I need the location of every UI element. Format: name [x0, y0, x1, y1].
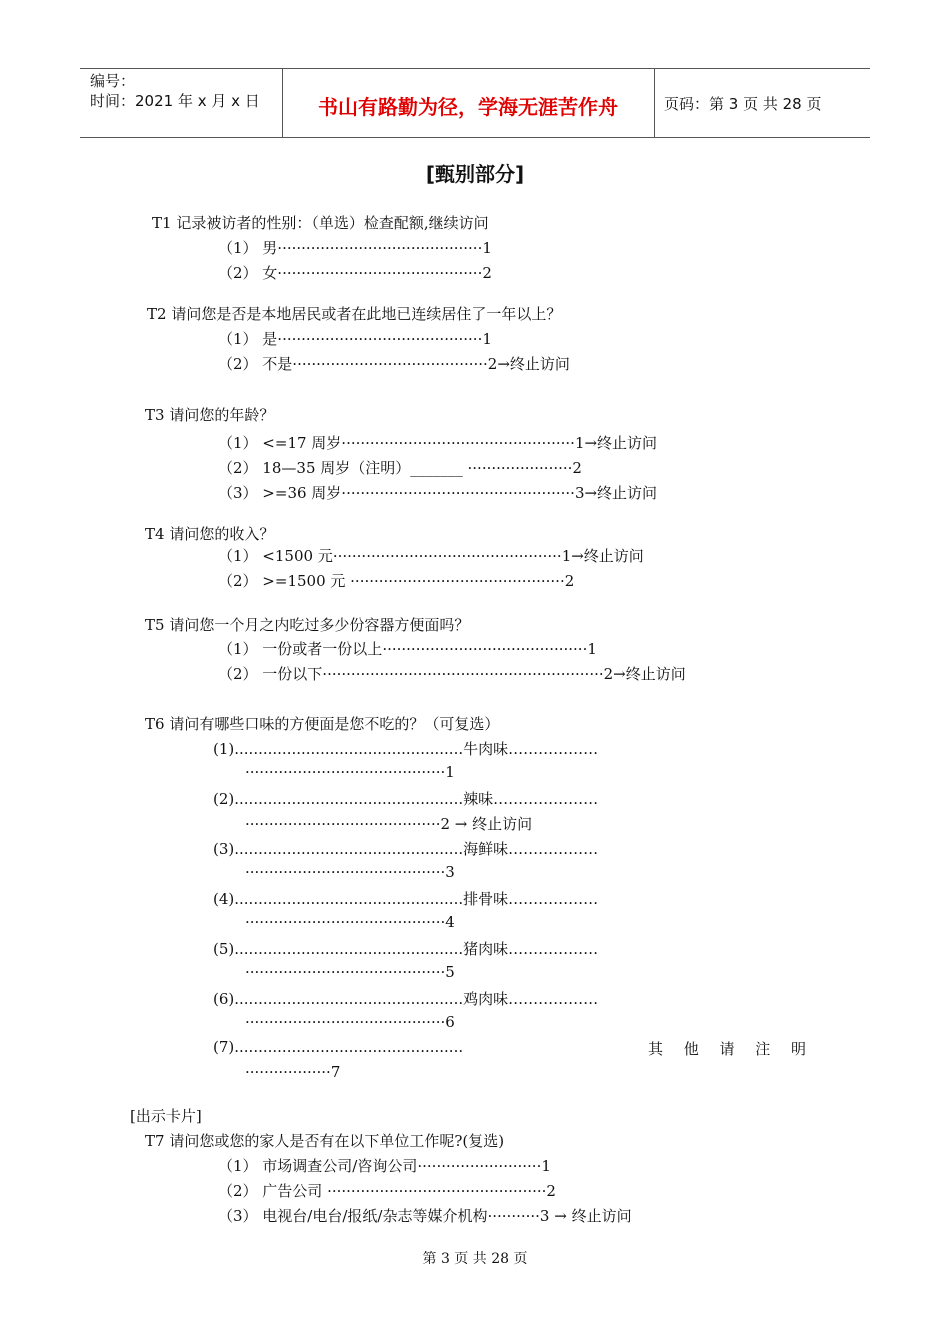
option-t6-2-code: ·········································2 → 终止访问	[245, 815, 533, 833]
option-t6-4-code: ··········································4	[245, 913, 455, 931]
page-header	[80, 68, 870, 138]
header-motto: 书山有路勤为径，学海无涯苦作舟	[318, 95, 618, 119]
option-t6-5-code: ··········································5	[245, 963, 455, 981]
option-t5-1: （1） 一份或者一份以上···········································1	[218, 640, 597, 658]
time-label: 时间：2021 年 x 月 x 日	[90, 92, 260, 110]
question-t7: T7 请问您或您的家人是否有在以下单位工作呢?(复选)	[145, 1132, 505, 1150]
option-t6-5: (5)................................................猪肉味………………	[213, 940, 599, 958]
section-title: [甄别部分]	[425, 162, 525, 186]
question-t1: T1 记录被访者的性别：（单选）检查配额,继续访问	[152, 214, 489, 232]
option-t7-3: （3） 电视台/电台/报纸/杂志等媒介机构···········3 → 终止访问	[218, 1207, 632, 1225]
option-t3-3: （3） >=36 周岁·················································3→终止访问	[218, 484, 658, 502]
other-char: 请	[719, 1040, 735, 1058]
question-t2: T2 请问您是否是本地居民或者在此地已连续居住了一年以上？	[147, 305, 562, 323]
option-t6-6: (6)................................................鸡肉味………………	[213, 990, 599, 1008]
option-t7-2: （2） 广告公司 ··············································2	[218, 1182, 556, 1200]
option-t6-6-code: ··········································6	[245, 1013, 455, 1031]
option-t6-4: (4)................................................排骨味………………	[213, 890, 599, 908]
option-t2-1: （1） 是···········································1	[218, 330, 492, 348]
option-t3-2: （2） 18—35 周岁（注明）_______ ······················2	[218, 459, 582, 477]
number-label: 编号：	[90, 72, 136, 90]
question-t3: T3 请问您的年龄？	[145, 406, 275, 424]
option-t7-1: （1） 市场调查公司/咨询公司··························1	[218, 1157, 551, 1175]
option-t6-1: (1)................................................牛肉味………………	[213, 740, 599, 758]
option-t6-7: (7)................................................	[213, 1038, 464, 1056]
option-t6-3-code: ··········································3	[245, 863, 455, 881]
other-char: 明	[790, 1040, 806, 1058]
option-t2-2: （2） 不是·········································2→终止访问	[218, 355, 570, 373]
option-t6-3: (3)................................................海鲜味………………	[213, 840, 599, 858]
page-footer: 第 3 页 共 28 页	[422, 1251, 528, 1267]
option-t6-7-other-note	[648, 1038, 806, 1059]
option-t6-2: (2)................................................辣味…………………	[213, 790, 599, 808]
other-char: 注	[755, 1040, 771, 1058]
question-t6: T6 请问有哪些口味的方便面是您不吃的？（可复选）	[145, 715, 500, 733]
question-t5: T5 请问您一个月之内吃过多少份容器方便面吗？	[145, 616, 470, 634]
card-note: [出示卡片]	[130, 1107, 202, 1125]
other-char: 他	[683, 1040, 699, 1058]
option-t6-7-code: ··················7	[245, 1063, 341, 1081]
header-divider	[654, 69, 655, 137]
question-t4: T4 请问您的收入？	[145, 525, 275, 543]
option-t6-1-code: ··········································1	[245, 763, 455, 781]
header-meta	[90, 71, 260, 111]
header-page-info: 页码：第 3 页 共 28 页	[664, 95, 822, 113]
option-t1-2: （2） 女···········································2	[218, 264, 492, 282]
other-char: 其	[648, 1040, 664, 1058]
option-t1-1: （1） 男···········································1	[218, 239, 492, 257]
option-t5-2: （2） 一份以下···························································2→终止访问	[218, 665, 686, 683]
option-t3-1: （1） <=17 周岁·················································1→终止访问	[218, 434, 658, 452]
option-t4-2: （2） >=1500 元 ·············································2	[218, 572, 575, 590]
option-t4-1: （1） <1500 元················································1→终止访问	[218, 547, 644, 565]
